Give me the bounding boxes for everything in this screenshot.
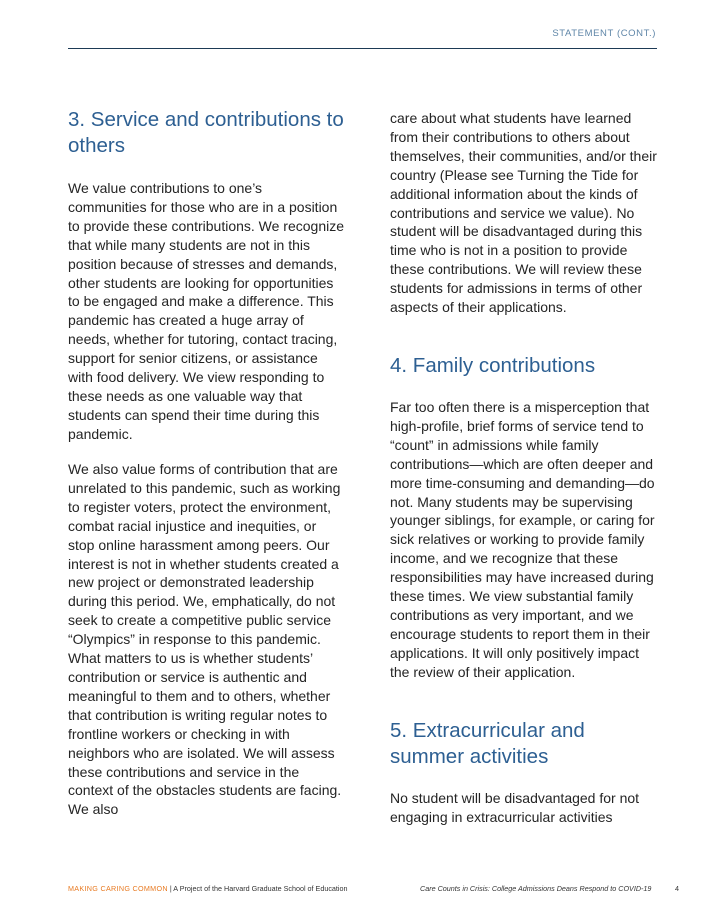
paragraph-family: Far too often there is a misperception that high-profile, brief forms of service tend to “count” in admissions while family contributions—which are often deeper and more time-consuming and demanding—do not. Many students may be supervising younger siblings, for example, or caring for sick relatives or working to provide family income, and we recognize that these responsibilities may have increased during these times. We view substantial family contributions as very important, and we encourage students to report them in their applications. It will only positively impact the review of their application. xyxy=(390,399,655,680)
heading-service-contributions: 3. Service and contributions to others xyxy=(68,108,344,157)
heading-extracurricular: 5. Extracurricular and summer activities xyxy=(390,719,585,768)
paragraph-service-1: We value contributions to one’s communities for those who are in a position to provide these contributions. We recognize that while many students are not in this position because of stresses and demands, other students are looking for opportunities to be engaged and make a difference. This pandemic has created a huge array of needs, whether for tutoring, contact tracing, support for senior citizens, or assistance with food delivery. We view responding to these needs as one valuable way that students can spend their time during this pandemic. xyxy=(68,180,345,442)
page-footer xyxy=(68,884,684,893)
footer-project: | A Project of the Harvard Graduate School of Education xyxy=(167,884,348,893)
paragraph-extracurricular: No student will be disadvantaged for not engaging in extracurricular activities xyxy=(390,790,640,825)
paragraph-service-continued: care about what students have learned from their contributions to others about themselves, their communities, and/or their country (Please see Turning the Tide for additional information about the kinds of contributions and service we value). No student will be disadvantaged during this time who is not in a position to provide these contributions. We will review these students for admissions in terms of other aspects of their applications. xyxy=(390,110,657,316)
footer-brand: MAKING CARING COMMON xyxy=(68,884,168,893)
page-number: 4 xyxy=(675,884,679,893)
paragraph-service-2: We also value forms of contribution that are unrelated to this pandemic, such as working to register voters, protect the environment, combat racial injustice and inequities, or stop online harassment among peers. Our interest is not in whether students created a new project or demonstrated leadership during this period. We, emphatically, do not seek to create a competitive public service “Olympics” in response to this pandemic. What matters to us is whether students’ contribution or service is authentic and meaningful to them and to others, whether that contribution is writing regular notes to frontline workers or checking in with neighbors who are isolated. We will assess these contributions and service in the context of the obstacles students are facing. We also xyxy=(68,461,342,818)
heading-family-contributions: 4. Family contributions xyxy=(390,354,596,377)
section-label: STATEMENT (CONT.) xyxy=(552,28,656,39)
footer-publication-title: Care Counts in Crisis: College Admissions Deans Respond to COVID-19 xyxy=(420,884,652,893)
header-divider xyxy=(68,48,657,49)
